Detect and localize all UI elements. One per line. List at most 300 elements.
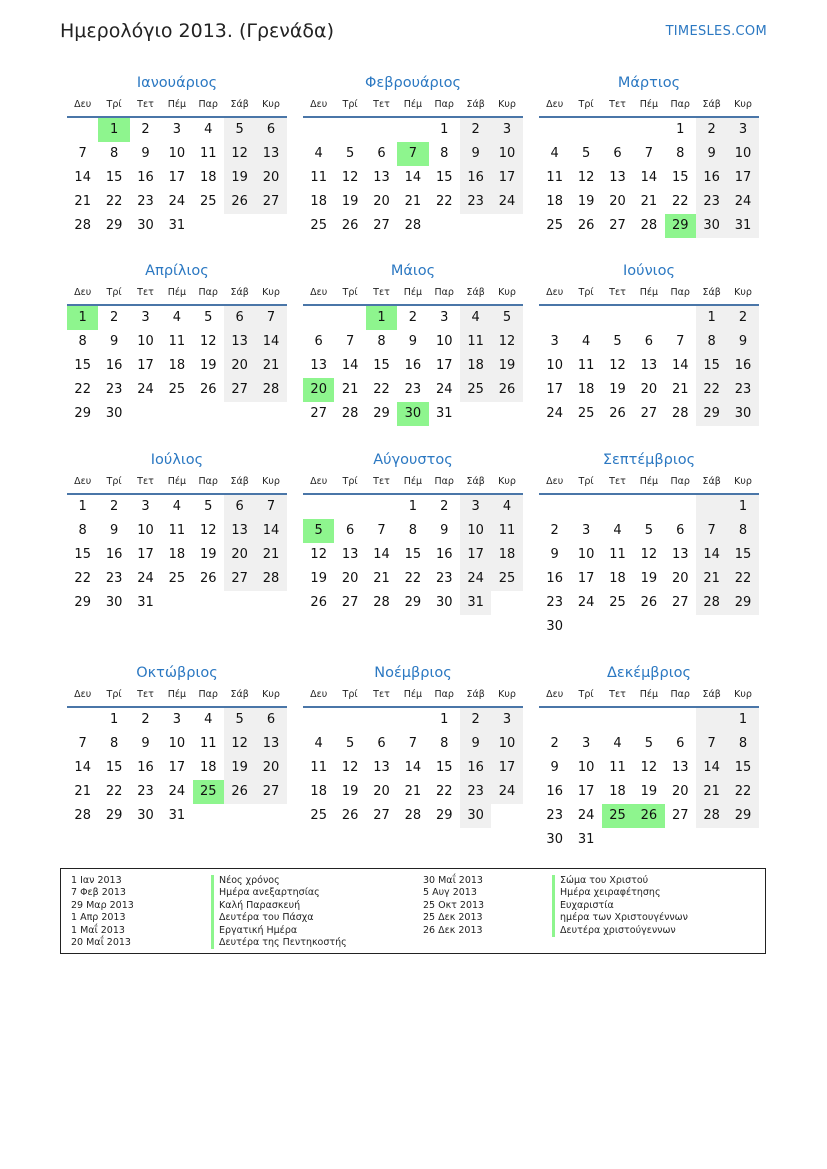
day-cell[interactable]: 18 [199, 170, 217, 185]
day-cell[interactable]: 4 [314, 146, 323, 161]
day-cell[interactable]: 3 [581, 523, 591, 538]
day-cell[interactable]: 9 [727, 330, 758, 354]
day-cell[interactable]: 17 [491, 756, 522, 780]
day-cell[interactable]: 16 [546, 784, 563, 799]
day-cell[interactable]: 11 [168, 334, 186, 349]
day-cell[interactable]: 1 [676, 122, 685, 137]
day-cell[interactable]: 1 [408, 499, 417, 514]
day-cell[interactable]: 16 [460, 756, 491, 780]
day-cell[interactable]: 23 [435, 571, 453, 586]
day-cell[interactable]: 6 [224, 495, 255, 519]
day-cell[interactable]: 12 [341, 170, 359, 185]
day-cell[interactable]: 30 [105, 406, 123, 421]
day-cell[interactable]: 23 [546, 595, 563, 610]
day-cell[interactable]: 7 [255, 306, 286, 330]
day-cell[interactable]: 6 [613, 146, 622, 161]
day-cell[interactable]: 9 [550, 547, 559, 562]
day-cell[interactable]: 22 [435, 194, 453, 209]
day-cell[interactable]: 25 [168, 382, 186, 397]
day-cell[interactable]: 20 [373, 194, 390, 209]
day-cell[interactable]: 12 [609, 358, 626, 373]
day-cell[interactable]: 7 [676, 334, 685, 349]
day-cell[interactable]: 2 [550, 736, 559, 751]
day-cell[interactable]: 8 [109, 146, 119, 161]
day-cell[interactable]: 5 [491, 306, 522, 330]
day-cell[interactable]: 14 [640, 170, 658, 185]
day-cell[interactable]: 3 [550, 334, 559, 349]
day-cell[interactable]: 19 [224, 166, 255, 190]
day-cell[interactable]: 24 [137, 571, 154, 586]
day-cell[interactable]: 25 [310, 218, 327, 233]
day-cell[interactable]: 18 [577, 382, 595, 397]
day-cell[interactable]: 28 [74, 808, 91, 823]
day-cell[interactable]: 20 [671, 784, 689, 799]
day-cell[interactable]: 30 [460, 804, 491, 828]
day-cell[interactable]: 25 [199, 194, 217, 209]
day-cell[interactable]: 11 [168, 523, 186, 538]
day-cell[interactable]: 20 [224, 543, 255, 567]
day-cell[interactable]: 17 [137, 547, 154, 562]
day-cell[interactable]: 23 [727, 378, 758, 402]
day-cell[interactable]: 26 [310, 595, 327, 610]
day-cell[interactable]: 16 [137, 760, 154, 775]
day-cell[interactable]: 30 [435, 595, 453, 610]
day-cell[interactable]: 9 [408, 334, 417, 349]
day-cell[interactable]: 26 [640, 595, 658, 610]
day-cell[interactable]: 23 [137, 194, 154, 209]
day-cell[interactable]: 14 [255, 330, 286, 354]
day-cell[interactable]: 7 [78, 736, 87, 751]
day-cell[interactable]: 25 [491, 567, 522, 591]
day-cell[interactable]: 26 [341, 218, 359, 233]
day-cell[interactable]: 27 [224, 567, 255, 591]
day-cell[interactable]: 18 [199, 760, 217, 775]
day-cell[interactable]: 5 [204, 499, 213, 514]
day-cell[interactable]: 8 [377, 334, 386, 349]
day-cell[interactable]: 9 [696, 142, 727, 166]
day-cell[interactable]: 4 [491, 495, 522, 519]
day-cell[interactable]: 5 [581, 146, 591, 161]
day-cell[interactable]: 27 [671, 595, 689, 610]
day-cell[interactable]: 19 [310, 571, 327, 586]
day-cell[interactable]: 13 [224, 330, 255, 354]
day-cell[interactable]: 28 [404, 808, 422, 823]
day-cell[interactable]: 17 [491, 166, 522, 190]
day-cell[interactable]: 15 [435, 170, 453, 185]
day-cell[interactable]: 20 [255, 756, 286, 780]
day-cell[interactable]: 21 [640, 194, 658, 209]
day-cell[interactable]: 16 [696, 166, 727, 190]
day-cell[interactable]: 31 [577, 832, 595, 847]
day-cell[interactable]: 18 [310, 194, 327, 209]
day-cell[interactable]: 10 [168, 736, 186, 751]
day-cell[interactable]: 9 [141, 146, 150, 161]
day-cell[interactable]: 27 [255, 190, 286, 214]
day-cell[interactable]: 6 [676, 523, 685, 538]
day-cell[interactable]: 3 [440, 310, 449, 325]
day-cell[interactable]: 12 [341, 760, 359, 775]
day-cell[interactable]: 13 [310, 358, 327, 373]
day-cell[interactable]: 13 [640, 358, 658, 373]
day-cell[interactable]: 28 [74, 218, 91, 233]
day-cell[interactable]: 30 [727, 402, 758, 426]
day-cell[interactable]: 1 [366, 306, 397, 330]
day-cell[interactable]: 8 [408, 523, 417, 538]
day-cell[interactable]: 22 [404, 571, 422, 586]
day-cell[interactable]: 4 [172, 310, 181, 325]
day-cell[interactable]: 27 [373, 808, 390, 823]
day-cell[interactable]: 16 [105, 358, 123, 373]
day-cell[interactable]: 20 [224, 354, 255, 378]
day-cell[interactable]: 17 [727, 166, 758, 190]
day-cell[interactable]: 22 [105, 784, 123, 799]
day-cell[interactable]: 27 [224, 378, 255, 402]
day-cell[interactable]: 22 [671, 194, 689, 209]
day-cell[interactable]: 9 [109, 334, 119, 349]
day-cell[interactable]: 12 [491, 330, 522, 354]
day-cell[interactable]: 8 [78, 523, 87, 538]
day-cell[interactable]: 21 [341, 382, 359, 397]
day-cell[interactable]: 29 [74, 406, 91, 421]
day-cell[interactable]: 26 [577, 218, 595, 233]
day-cell[interactable]: 20 [303, 378, 334, 402]
day-cell[interactable]: 29 [404, 595, 422, 610]
day-cell[interactable]: 15 [74, 547, 91, 562]
day-cell[interactable]: 18 [609, 571, 626, 586]
day-cell[interactable]: 12 [224, 142, 255, 166]
day-cell[interactable]: 16 [105, 547, 123, 562]
day-cell[interactable]: 19 [199, 358, 217, 373]
day-cell[interactable]: 9 [460, 732, 491, 756]
day-cell[interactable]: 24 [460, 567, 491, 591]
day-cell[interactable]: 12 [310, 547, 327, 562]
day-cell[interactable]: 8 [727, 519, 758, 543]
day-cell[interactable]: 21 [255, 543, 286, 567]
day-cell[interactable]: 23 [105, 382, 123, 397]
day-cell[interactable]: 6 [345, 523, 355, 538]
day-cell[interactable]: 21 [404, 194, 422, 209]
day-cell[interactable]: 29 [665, 214, 696, 238]
day-cell[interactable]: 16 [137, 170, 154, 185]
day-cell[interactable]: 3 [141, 310, 150, 325]
day-cell[interactable]: 5 [303, 519, 334, 543]
day-cell[interactable]: 21 [696, 567, 727, 591]
day-cell[interactable]: 9 [109, 523, 119, 538]
day-cell[interactable]: 25 [546, 218, 563, 233]
day-cell[interactable]: 25 [310, 808, 327, 823]
day-cell[interactable]: 16 [404, 358, 422, 373]
day-cell[interactable]: 4 [613, 523, 622, 538]
day-cell[interactable]: 28 [640, 218, 658, 233]
day-cell[interactable]: 19 [491, 354, 522, 378]
day-cell[interactable]: 12 [199, 523, 217, 538]
day-cell[interactable]: 20 [341, 571, 359, 586]
day-cell[interactable]: 13 [671, 547, 689, 562]
day-cell[interactable]: 12 [640, 760, 658, 775]
day-cell[interactable]: 5 [224, 118, 255, 142]
day-cell[interactable]: 21 [373, 571, 390, 586]
day-cell[interactable]: 22 [74, 382, 91, 397]
day-cell[interactable]: 13 [341, 547, 359, 562]
day-cell[interactable]: 6 [676, 736, 685, 751]
day-cell[interactable]: 2 [550, 523, 559, 538]
day-cell[interactable]: 19 [577, 194, 595, 209]
day-cell[interactable]: 1 [727, 495, 758, 519]
day-cell[interactable]: 14 [373, 547, 390, 562]
day-cell[interactable]: 26 [224, 780, 255, 804]
day-cell[interactable]: 24 [435, 382, 453, 397]
day-cell[interactable]: 27 [255, 780, 286, 804]
day-cell[interactable]: 31 [168, 218, 186, 233]
day-cell[interactable]: 26 [199, 571, 217, 586]
day-cell[interactable]: 15 [74, 358, 91, 373]
day-cell[interactable]: 18 [168, 547, 186, 562]
day-cell[interactable]: 31 [727, 214, 758, 238]
day-cell[interactable]: 25 [193, 780, 224, 804]
day-cell[interactable]: 22 [435, 784, 453, 799]
day-cell[interactable]: 28 [255, 378, 286, 402]
day-cell[interactable]: 2 [109, 499, 119, 514]
day-cell[interactable]: 27 [671, 808, 689, 823]
day-cell[interactable]: 21 [74, 784, 91, 799]
brand-link[interactable]: TIMESLES.COM [665, 24, 767, 39]
day-cell[interactable]: 8 [109, 736, 119, 751]
day-cell[interactable]: 20 [671, 571, 689, 586]
day-cell[interactable]: 17 [577, 571, 595, 586]
day-cell[interactable]: 15 [105, 760, 123, 775]
day-cell[interactable]: 7 [345, 334, 355, 349]
day-cell[interactable]: 1 [67, 306, 98, 330]
day-cell[interactable]: 2 [408, 310, 417, 325]
day-cell[interactable]: 28 [696, 804, 727, 828]
day-cell[interactable]: 29 [105, 218, 123, 233]
day-cell[interactable]: 7 [78, 146, 87, 161]
day-cell[interactable]: 25 [577, 406, 595, 421]
day-cell[interactable]: 30 [137, 218, 154, 233]
day-cell[interactable]: 1 [109, 712, 119, 727]
day-cell[interactable]: 4 [460, 306, 491, 330]
day-cell[interactable]: 28 [671, 406, 689, 421]
day-cell[interactable]: 14 [696, 543, 727, 567]
day-cell[interactable]: 11 [609, 547, 626, 562]
day-cell[interactable]: 15 [435, 760, 453, 775]
day-cell[interactable]: 21 [696, 780, 727, 804]
day-cell[interactable]: 10 [460, 519, 491, 543]
day-cell[interactable]: 21 [255, 354, 286, 378]
day-cell[interactable]: 3 [491, 118, 522, 142]
day-cell[interactable]: 27 [373, 218, 390, 233]
day-cell[interactable]: 2 [440, 499, 449, 514]
day-cell[interactable]: 24 [546, 406, 563, 421]
day-cell[interactable]: 17 [168, 760, 186, 775]
day-cell[interactable]: 30 [546, 619, 563, 634]
day-cell[interactable]: 24 [491, 780, 522, 804]
day-cell[interactable]: 10 [546, 358, 563, 373]
day-cell[interactable]: 6 [314, 334, 323, 349]
day-cell[interactable]: 7 [397, 142, 428, 166]
day-cell[interactable]: 8 [440, 146, 449, 161]
day-cell[interactable]: 20 [255, 166, 286, 190]
day-cell[interactable]: 23 [460, 780, 491, 804]
day-cell[interactable]: 6 [644, 334, 653, 349]
day-cell[interactable]: 14 [74, 760, 91, 775]
day-cell[interactable]: 21 [74, 194, 91, 209]
day-cell[interactable]: 15 [404, 547, 422, 562]
day-cell[interactable]: 29 [105, 808, 123, 823]
day-cell[interactable]: 19 [341, 194, 359, 209]
day-cell[interactable]: 6 [377, 736, 386, 751]
day-cell[interactable]: 30 [137, 808, 154, 823]
day-cell[interactable]: 19 [609, 382, 626, 397]
day-cell[interactable]: 11 [199, 146, 217, 161]
day-cell[interactable]: 3 [172, 712, 181, 727]
day-cell[interactable]: 16 [435, 547, 453, 562]
day-cell[interactable]: 7 [644, 146, 653, 161]
day-cell[interactable]: 26 [633, 804, 664, 828]
day-cell[interactable]: 29 [696, 402, 727, 426]
day-cell[interactable]: 13 [373, 760, 390, 775]
day-cell[interactable]: 10 [137, 523, 154, 538]
day-cell[interactable]: 26 [491, 378, 522, 402]
day-cell[interactable]: 4 [581, 334, 591, 349]
day-cell[interactable]: 8 [440, 736, 449, 751]
day-cell[interactable]: 28 [255, 567, 286, 591]
day-cell[interactable]: 21 [404, 784, 422, 799]
day-cell[interactable]: 4 [172, 499, 181, 514]
day-cell[interactable]: 31 [460, 591, 491, 615]
day-cell[interactable]: 6 [255, 708, 286, 732]
day-cell[interactable]: 21 [671, 382, 689, 397]
day-cell[interactable]: 29 [373, 406, 390, 421]
day-cell[interactable]: 8 [696, 330, 727, 354]
day-cell[interactable]: 1 [98, 118, 129, 142]
day-cell[interactable]: 11 [577, 358, 595, 373]
day-cell[interactable]: 2 [141, 712, 150, 727]
day-cell[interactable]: 10 [727, 142, 758, 166]
day-cell[interactable]: 10 [491, 142, 522, 166]
day-cell[interactable]: 13 [609, 170, 626, 185]
day-cell[interactable]: 6 [377, 146, 386, 161]
day-cell[interactable]: 30 [105, 595, 123, 610]
day-cell[interactable]: 20 [609, 194, 626, 209]
day-cell[interactable]: 10 [168, 146, 186, 161]
day-cell[interactable]: 24 [168, 194, 186, 209]
day-cell[interactable]: 6 [255, 118, 286, 142]
day-cell[interactable]: 25 [602, 804, 633, 828]
day-cell[interactable]: 7 [255, 495, 286, 519]
day-cell[interactable]: 15 [727, 756, 758, 780]
day-cell[interactable]: 14 [255, 519, 286, 543]
day-cell[interactable]: 1 [727, 708, 758, 732]
day-cell[interactable]: 27 [609, 218, 626, 233]
day-cell[interactable]: 18 [168, 358, 186, 373]
day-cell[interactable]: 4 [550, 146, 559, 161]
day-cell[interactable]: 16 [460, 166, 491, 190]
day-cell[interactable]: 16 [727, 354, 758, 378]
day-cell[interactable]: 9 [550, 760, 559, 775]
day-cell[interactable]: 18 [310, 784, 327, 799]
day-cell[interactable]: 14 [671, 358, 689, 373]
day-cell[interactable]: 25 [168, 571, 186, 586]
day-cell[interactable]: 4 [204, 712, 213, 727]
day-cell[interactable]: 24 [727, 190, 758, 214]
day-cell[interactable]: 27 [341, 595, 359, 610]
day-cell[interactable]: 3 [491, 708, 522, 732]
day-cell[interactable]: 10 [435, 334, 453, 349]
day-cell[interactable]: 11 [546, 170, 563, 185]
day-cell[interactable]: 2 [141, 122, 150, 137]
day-cell[interactable]: 5 [644, 736, 653, 751]
day-cell[interactable]: 23 [696, 190, 727, 214]
day-cell[interactable]: 17 [435, 358, 453, 373]
day-cell[interactable]: 5 [644, 523, 653, 538]
day-cell[interactable]: 16 [546, 571, 563, 586]
day-cell[interactable]: 30 [397, 402, 428, 426]
day-cell[interactable]: 14 [341, 358, 359, 373]
day-cell[interactable]: 19 [341, 784, 359, 799]
day-cell[interactable]: 3 [727, 118, 758, 142]
day-cell[interactable]: 22 [105, 194, 123, 209]
day-cell[interactable]: 3 [172, 122, 181, 137]
day-cell[interactable]: 12 [640, 547, 658, 562]
day-cell[interactable]: 15 [105, 170, 123, 185]
day-cell[interactable]: 24 [577, 595, 595, 610]
day-cell[interactable]: 11 [310, 760, 327, 775]
day-cell[interactable]: 17 [546, 382, 563, 397]
day-cell[interactable]: 13 [255, 142, 286, 166]
day-cell[interactable]: 29 [435, 808, 453, 823]
day-cell[interactable]: 10 [577, 547, 595, 562]
day-cell[interactable]: 9 [141, 736, 150, 751]
day-cell[interactable]: 25 [460, 378, 491, 402]
day-cell[interactable]: 26 [341, 808, 359, 823]
day-cell[interactable]: 14 [74, 170, 91, 185]
day-cell[interactable]: 30 [546, 832, 563, 847]
day-cell[interactable]: 2 [460, 708, 491, 732]
day-cell[interactable]: 17 [168, 170, 186, 185]
day-cell[interactable]: 1 [78, 499, 87, 514]
day-cell[interactable]: 2 [109, 310, 119, 325]
day-cell[interactable]: 29 [74, 595, 91, 610]
day-cell[interactable]: 8 [78, 334, 87, 349]
day-cell[interactable]: 14 [404, 170, 422, 185]
day-cell[interactable]: 11 [609, 760, 626, 775]
day-cell[interactable]: 13 [671, 760, 689, 775]
day-cell[interactable]: 4 [204, 122, 213, 137]
day-cell[interactable]: 31 [435, 406, 453, 421]
day-cell[interactable]: 4 [314, 736, 323, 751]
day-cell[interactable]: 14 [696, 756, 727, 780]
day-cell[interactable]: 26 [199, 382, 217, 397]
day-cell[interactable]: 7 [696, 519, 727, 543]
day-cell[interactable]: 23 [404, 382, 422, 397]
day-cell[interactable]: 9 [460, 142, 491, 166]
day-cell[interactable]: 5 [345, 736, 355, 751]
day-cell[interactable]: 27 [640, 406, 658, 421]
day-cell[interactable]: 19 [224, 756, 255, 780]
day-cell[interactable]: 23 [105, 571, 123, 586]
day-cell[interactable]: 28 [341, 406, 359, 421]
day-cell[interactable]: 28 [373, 595, 390, 610]
day-cell[interactable]: 11 [199, 736, 217, 751]
day-cell[interactable]: 3 [460, 495, 491, 519]
day-cell[interactable]: 28 [404, 218, 422, 233]
day-cell[interactable]: 25 [609, 595, 626, 610]
day-cell[interactable]: 11 [310, 170, 327, 185]
day-cell[interactable]: 3 [581, 736, 591, 751]
day-cell[interactable]: 24 [137, 382, 154, 397]
day-cell[interactable]: 22 [74, 571, 91, 586]
